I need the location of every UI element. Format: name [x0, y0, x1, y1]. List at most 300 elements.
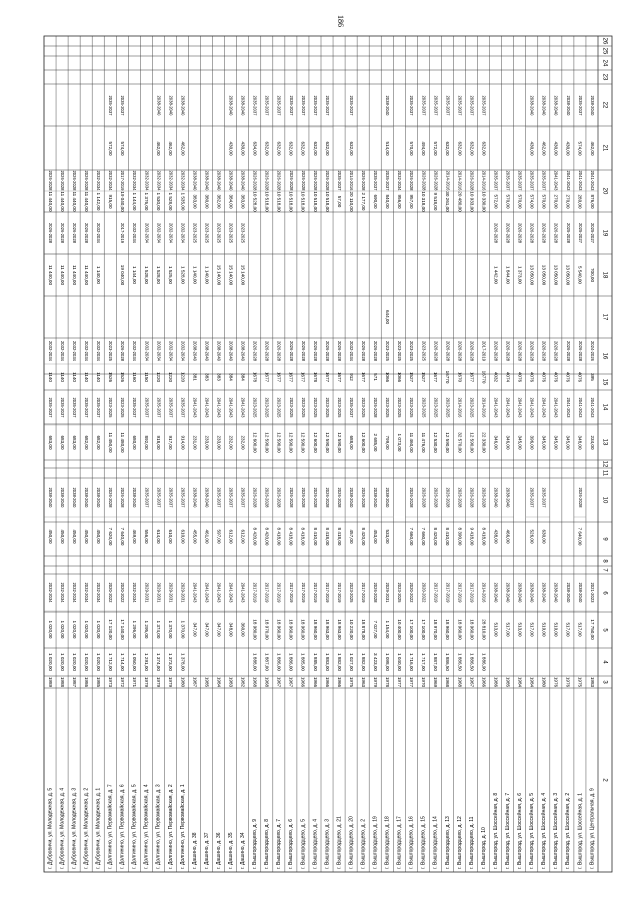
row-address: г. Вышгородцево, д. 15	[420, 816, 427, 869]
row-col21-value: 632,00	[457, 141, 463, 156]
row-col9-value: 8 418,00	[324, 527, 330, 546]
row-col9-value: 597,00	[216, 529, 222, 544]
row-col9-years: 2035-2037	[541, 487, 547, 508]
row-col21-value: 632,00	[469, 141, 475, 156]
row-col6-years: 2038-2040	[529, 582, 535, 603]
row-col6-value: 18 960,00	[445, 619, 451, 640]
row-col20-years: 2032-2034	[397, 170, 403, 191]
row-col15-years: 2038-2040	[204, 340, 210, 362]
row-col15-years: 2038-2040	[240, 340, 246, 362]
row-col6-years: 2038-2040	[505, 582, 511, 603]
row-col18-value: 19 040,00	[120, 264, 126, 286]
row-col6-value: 10 220,00	[348, 619, 354, 640]
row-col18-years: 2032-2034	[144, 222, 150, 244]
row-col20-years: 2035-2037	[505, 170, 511, 191]
row-col21-years: 2035-2037	[348, 95, 354, 116]
row-year: 1968	[264, 676, 270, 688]
row-col20-years: 2038-2040	[216, 170, 222, 191]
column-number: 6	[601, 591, 608, 595]
row-col15-years: 2026-2028	[252, 340, 258, 362]
row-col20-years: 2041-2043	[577, 170, 583, 191]
row-col18-value: 11 440,00	[47, 264, 53, 286]
row-col6-years: 2017-2019	[433, 582, 439, 603]
row-col15-years: 2032-2034	[71, 340, 77, 362]
row-col21-years: 2035-2037	[312, 95, 318, 116]
row-address: г. Вышгородцево, д. 2	[360, 818, 367, 869]
row-col6-years: 2017-2019	[288, 582, 294, 603]
row-area: 1 883,00	[324, 653, 330, 671]
row-col18-value: 13 050,00	[541, 264, 547, 286]
row-col20-value: 10 518,00	[276, 191, 282, 212]
row-col13-years: 2035-2037	[156, 397, 162, 418]
row-area: 1 882,00	[336, 653, 342, 671]
row-col6-value: 1 370,00	[180, 620, 186, 639]
row-col15-value: 4032	[493, 371, 499, 383]
row-col18-years: 2032-2034	[96, 222, 102, 244]
row-col20-years: 2032-2034	[108, 170, 114, 191]
row-col9-value: 455,00	[192, 529, 198, 544]
row-col21-value: 430,00	[529, 141, 535, 156]
column-number: 11	[601, 469, 608, 477]
row-col15-value: 1527	[409, 371, 415, 383]
row-col21-years: 2035-2037	[481, 95, 487, 116]
row-col9-years: 2026-2028	[120, 487, 126, 508]
row-col6-years: 2032-2034	[71, 582, 77, 603]
row-col15-years: 2026-2028	[541, 340, 547, 362]
row-year: 1972	[120, 676, 126, 688]
row-col13-value: 12 590,00	[336, 432, 342, 453]
row-col20-value: 915,00	[108, 194, 114, 209]
row-col9-value: 438,00	[493, 529, 499, 544]
row-address: г. Вышгород, ул. Шоссейная, д. 5	[529, 792, 536, 869]
row-address: г. Дубровичи, ул. Молодежная, д. 4	[59, 787, 66, 869]
row-col18-years: 2025-2028	[565, 222, 571, 244]
row-col15-years: 2023-2025	[397, 340, 403, 362]
row-area: 1 716,00	[409, 653, 415, 671]
row-col20-years: 2041-2043	[565, 170, 571, 191]
row-year: 1979	[156, 676, 162, 688]
row-col20-value: 876,00	[589, 194, 595, 209]
row-col13-years: 2035-2037	[144, 397, 150, 418]
row-col15-value: 4076	[577, 371, 583, 383]
row-col9-years: 2035-2037	[180, 487, 186, 508]
row-col20-years: 2014-2016	[348, 170, 354, 191]
row-col9-years: 2038-2040	[47, 487, 53, 508]
row-col9-value: 8 420,00	[252, 527, 258, 546]
row-col15-value: 1527	[421, 371, 427, 383]
row-col6-value: 7 027,00	[372, 620, 378, 639]
row-col20-value: 383,00	[240, 194, 246, 209]
row-col21-years: 2038-2040	[240, 95, 246, 116]
row-col20-value: 570,00	[541, 194, 547, 209]
row-col9-value: 8 418,00	[481, 527, 487, 546]
row-col13-years: 2023-2025	[264, 397, 270, 418]
row-area: 1 714,00	[120, 653, 126, 671]
row-col6-years: 2017-2019	[445, 582, 451, 603]
row-col20-value: 956,00	[397, 194, 403, 209]
row-col15-value: 1677	[324, 371, 330, 383]
column-number: 15	[601, 378, 608, 386]
row-col18-value: 15 140,00	[216, 264, 222, 286]
row-col9-years: 2038-2040	[96, 487, 102, 508]
row-col15-value: 1160	[132, 372, 138, 382]
row-col20-years: 2026-2028	[433, 170, 439, 191]
row-col18-value: 1 144,00	[132, 266, 138, 284]
row-col6-value: 18 970,00	[264, 619, 270, 640]
row-address: г. Дашино, д. 34	[240, 832, 247, 869]
row-col6-value: 517,00	[529, 622, 535, 637]
row-col20-value: 690,00	[372, 194, 378, 209]
column-number: 20	[601, 187, 608, 195]
row-col13-value: 11 480,00	[120, 432, 126, 453]
row-area: 1 887,00	[264, 653, 270, 671]
row-col18-value: 1 373,00	[517, 266, 523, 284]
row-address: г. Вышгородцево, д. 13	[444, 816, 451, 869]
row-col20-value: 572,00	[493, 194, 499, 209]
row-col20-value: 1 376,00	[144, 192, 150, 211]
row-col13-years: 2035-2037	[348, 397, 354, 418]
row-col20-years: 2041-2043	[589, 170, 595, 191]
column-number: 18	[601, 271, 608, 279]
row-col6-value: 17 140,00	[120, 619, 126, 640]
row-col6-years: 2038-2040	[493, 582, 499, 603]
row-address: г. Долгинино, ул. Первомайская, д. 6	[119, 784, 126, 869]
row-year: 1983	[589, 676, 595, 688]
row-col21-value: 632,00	[445, 141, 451, 156]
row-year: 1968	[445, 676, 451, 688]
row-col9-years: 2038-2040	[132, 487, 138, 508]
row-col9-years: 2038-2040	[71, 487, 77, 508]
row-col6-value: 517,00	[505, 622, 511, 637]
row-col15-value: 1140	[83, 372, 89, 382]
row-area: 1 020,00	[83, 653, 89, 671]
row-col6-years: 2032-2034	[59, 582, 65, 603]
row-col9-years: 2026-2028	[577, 487, 583, 508]
row-year: 1976	[565, 676, 571, 688]
row-col13-years: 2035-2037	[132, 397, 138, 418]
row-col9-years: 2035-2037	[144, 487, 150, 508]
row-col15-years: 2026-2028	[553, 340, 559, 362]
row-col13-value: 12 590,00	[300, 432, 306, 453]
row-col6-value: 1 370,00	[168, 620, 174, 639]
row-col18-years: 2032-2034	[168, 222, 174, 244]
row-col6-years: 2014-2016	[481, 582, 487, 603]
row-col15-value: 1670	[457, 371, 463, 383]
row-col21-years: 2038-2040	[565, 95, 571, 116]
row-col6-value: 1 020,00	[83, 620, 89, 639]
row-col13-years: 2035-2037	[59, 397, 65, 418]
row-year: 1986	[83, 676, 89, 688]
row-col21-years: 2035-2037	[433, 95, 439, 116]
row-col13-years: 2035-2037	[96, 397, 102, 418]
row-address: г. Вышгород, ул. Шоссейная, д. 4	[541, 792, 548, 869]
row-col13-years: 2041-2043	[216, 397, 222, 418]
row-col21-years: 2035-2037	[577, 95, 583, 116]
row-col15-years: 2032-2034	[168, 340, 174, 362]
row-col13-value: 396,00	[529, 435, 535, 450]
row-col18-years: 2023-2025	[204, 222, 210, 244]
row-col20-years: 2026-2028	[59, 170, 65, 191]
row-area: 3 423,00	[372, 653, 378, 671]
row-col9-years: 2026-2028	[300, 487, 306, 508]
row-col21-years: 2035-2037	[409, 95, 415, 116]
row-col13-years: 2035-2037	[71, 397, 77, 418]
row-year: 1975	[348, 676, 354, 688]
row-col6-years: 2017-2019	[361, 582, 367, 603]
row-col6-value: 348,00	[228, 622, 234, 637]
row-area: 1 717,00	[421, 653, 427, 671]
row-col9-value: 457,00	[348, 529, 354, 544]
row-col20-value: 10 518,00	[324, 191, 330, 212]
row-col13-value: 914,00	[180, 435, 186, 450]
row-col20-years: 2017-2019	[120, 170, 126, 191]
row-col15-value: 1140	[95, 372, 101, 382]
row-col20-years: 2026-2028	[361, 170, 367, 191]
row-col13-value: 1 073,00	[397, 433, 403, 452]
row-col6-years: 2020-2022	[108, 582, 114, 603]
row-col21-years: 2035-2037	[264, 95, 270, 116]
row-col15-years: 2026-2028	[529, 340, 535, 362]
row-col15-value: 4076	[529, 371, 535, 383]
row-col18-value: 1 844,00	[505, 266, 511, 284]
row-col9-years: 2035-2037	[529, 487, 535, 508]
row-col9-value: 8 410,00	[445, 527, 451, 546]
row-col20-value: 574,00	[529, 194, 535, 209]
row-col20-value: 10 318,00	[421, 191, 427, 212]
row-col18-years: 2026-2028	[71, 222, 77, 244]
row-col9-value: 453,00	[372, 529, 378, 544]
row-col20-value: 289,00	[577, 194, 583, 209]
row-col15-value: 1677	[300, 371, 306, 383]
row-col21-value: 632,00	[324, 141, 330, 156]
row-col15-years: 2038-2040	[192, 340, 198, 362]
row-col13-years: 2041-2043	[541, 397, 547, 418]
row-col9-value: 612,00	[240, 529, 246, 544]
row-col6-years: 2029-2031	[168, 582, 174, 603]
row-col9-value: 469,00	[132, 529, 138, 544]
row-col21-years: 2038-2040	[541, 95, 547, 116]
row-col13-value: 683,00	[47, 435, 53, 450]
row-col20-years: 2026-2028	[421, 170, 427, 191]
row-col13-years: 2023-2025	[421, 397, 427, 418]
row-col13-value: 345,00	[553, 435, 559, 450]
row-col21-value: 632,00	[312, 141, 318, 156]
row-col13-value: 12 600,00	[312, 432, 318, 453]
row-col15-years: 2023-2025	[108, 340, 114, 362]
row-col13-value: 688,00	[348, 435, 354, 450]
row-col18-years: 2026-2028	[84, 222, 90, 244]
row-col6-value: 519,00	[541, 622, 547, 637]
row-col9-value: 9 418,00	[469, 527, 475, 546]
row-col15-value: 1677	[264, 371, 270, 383]
row-col20-value: 957,00	[409, 194, 415, 209]
row-col20-value: 1 528,00	[168, 192, 174, 211]
row-address: г. Дубровичи, ул. Молодежная, д. 5	[47, 787, 54, 869]
row-col15-years: 2032-2034	[59, 340, 65, 362]
row-col9-years: 2026-2028	[469, 487, 475, 508]
row-col6-years: 2017-2019	[312, 582, 318, 603]
row-col6-value: 1 020,00	[71, 620, 77, 639]
table-frame	[44, 36, 612, 872]
row-col15-value: 4076	[541, 371, 547, 383]
row-col21-years: 2035-2037	[108, 95, 114, 116]
row-col9-value: 8 420,00	[360, 527, 366, 546]
row-area: 1 888,00	[252, 653, 258, 671]
row-col9-years: 2026-2028	[433, 487, 439, 508]
row-col13-value: 682,00	[83, 435, 89, 450]
row-col9-value: 7 660,00	[421, 527, 427, 546]
row-col15-value: 1140	[47, 372, 53, 382]
row-col9-years: 2035-2037	[228, 487, 234, 508]
row-area: 1 886,00	[288, 653, 294, 671]
row-address: г. Вышгородцево, д. 11	[468, 816, 475, 869]
row-col6-value: 18 960,00	[312, 619, 318, 640]
row-col20-value: 20 480,00	[457, 191, 463, 212]
row-col20-value: 1 530,00	[156, 192, 162, 211]
row-year: 1969	[433, 676, 439, 688]
column-number: 26	[601, 37, 608, 45]
row-address: г. Вышгород, ул. Центральная, д. 9	[589, 788, 596, 869]
row-col15-value: 383	[204, 373, 210, 381]
row-col15-years: 2032-2034	[180, 340, 186, 362]
row-col6-value: 18 960,00	[288, 619, 294, 640]
row-col6-value: 18 878,00	[360, 619, 366, 640]
row-col21-value: 514,00	[385, 141, 391, 156]
row-col20-value: 10 330,00	[481, 191, 487, 212]
row-col13-years: 2023-2025	[324, 397, 330, 418]
row-col13-years: 2041-2043	[493, 397, 499, 418]
row-col18-years: 2026-2028	[505, 222, 511, 244]
row-col15-value: 1677	[433, 371, 439, 383]
row-col20-value: 57,00	[336, 195, 342, 208]
row-col21-value: 632,00	[276, 141, 282, 156]
row-col6-years: 2023-2025	[348, 582, 354, 603]
row-area: 1 020,00	[47, 653, 53, 671]
row-col15-years: 2032-2034	[84, 340, 90, 362]
row-col15-years: 2026-2028	[577, 340, 583, 362]
row-col9-years: 2026-2028	[288, 487, 294, 508]
row-address: г. Дашино, д. 38	[191, 832, 198, 869]
row-col13-years: 2023-2025	[469, 397, 475, 418]
row-year: 1985	[505, 676, 511, 688]
row-col18-value: 13 050,00	[565, 264, 571, 286]
row-col6-value: 360,00	[240, 622, 246, 637]
row-address: г. Дубровичи, ул. Молодежная, д. 1	[95, 787, 102, 869]
row-col13-years: 2041-2043	[589, 397, 595, 418]
row-col15-value: 16770	[445, 370, 451, 384]
row-col18-value: 700,00	[589, 267, 595, 283]
row-col13-years: 2023-2025	[288, 397, 294, 418]
row-col20-value: 19 040,00	[120, 191, 126, 212]
row-col13-value: 22 330,00	[481, 432, 487, 453]
row-col15-years: 2026-2028	[264, 340, 270, 362]
row-year: 1976	[553, 676, 559, 688]
row-col6-years: 2017-2019	[457, 582, 463, 603]
row-col15-years: 2026-2028	[517, 340, 523, 362]
row-col6-value: 1 020,00	[95, 620, 101, 639]
row-col15-value: 1066	[385, 371, 391, 383]
column-number: 19	[601, 229, 608, 237]
row-col18-years: 2026-2028	[517, 222, 523, 244]
row-col13-years: 2023-2025	[433, 397, 439, 418]
row-area: 1 886,90	[481, 653, 487, 671]
row-col9-value: 8 418,00	[300, 527, 306, 546]
row-col20-years: 2035-2037	[517, 170, 523, 191]
row-address: г. Долгинино, ул. Первомайская, д. 2	[167, 784, 174, 869]
row-col20-value: 2 177,00	[360, 192, 366, 211]
row-col9-value: 556,00	[144, 529, 150, 544]
row-col21-years: 2038-2040	[529, 95, 535, 116]
row-col13-value: 11 450,00	[108, 432, 114, 453]
row-col18-value: 1 140,00	[95, 266, 101, 284]
row-col13-years: 2035-2037	[84, 397, 90, 418]
row-col20-years: 2026-2028	[264, 170, 270, 191]
row-col21-years: 2035-2037	[445, 95, 451, 116]
row-col21-value: 462,00	[589, 141, 595, 156]
row-col6-value: 18 963,00	[336, 619, 342, 640]
row-col15-value: 1150	[144, 372, 150, 382]
row-col21-years: 2038-2040	[553, 95, 559, 116]
row-col9-years: 2035-2037	[216, 487, 222, 508]
row-address: г. Вышгородцево, д. 20	[348, 816, 355, 869]
row-col18-years: 2023-2025	[228, 222, 234, 244]
row-col15-value: 395	[589, 373, 595, 381]
row-col15-value: 4076	[565, 371, 571, 383]
row-col6-value: 513,00	[493, 622, 499, 637]
row-col9-value: 614,00	[156, 529, 162, 544]
row-col13-value: 232,00	[240, 435, 246, 450]
row-col21-years: 2035-2037	[469, 95, 475, 116]
row-col15-years: 2026-2028	[469, 340, 475, 362]
row-col6-value: 18 963,00	[324, 619, 330, 640]
row-col15-years: 2032-2034	[156, 340, 162, 362]
row-col9-years: 2026-2028	[108, 487, 114, 508]
row-col6-value: 347,00	[216, 622, 222, 637]
row-col20-years: 2026-2028	[276, 170, 282, 191]
row-col15-years: 2032-2034	[348, 340, 354, 362]
row-col18-value: 11 440,00	[83, 264, 89, 286]
row-col13-value: 799,00	[385, 435, 391, 450]
row-col18-years: 2023-2025	[192, 222, 198, 244]
row-col15-value: 912	[348, 373, 354, 381]
row-col6-years: 2020-2022	[120, 582, 126, 603]
row-col13-years: 2023-2025	[300, 397, 306, 418]
row-col13-years: 2023-2025	[108, 397, 114, 418]
row-col6-years: 2038-2040	[517, 582, 523, 603]
row-col9-value: 8 420,00	[264, 527, 270, 546]
row-col13-years: 2035-2037	[47, 397, 53, 418]
row-col13-years: 2041-2043	[565, 397, 571, 418]
row-year: 1967	[469, 676, 475, 688]
row-col6-years: 2029-2031	[180, 582, 186, 603]
row-col9-years: 2026-2028	[312, 487, 318, 508]
row-col20-value: 383,00	[192, 194, 198, 209]
row-col15-years: 2032-2034	[47, 340, 53, 362]
row-col6-years: 2038-2040	[565, 582, 571, 603]
row-col20-years: 2026-2028	[71, 170, 77, 191]
row-col15-value: 1677	[360, 371, 366, 383]
row-area: 1 040,00	[397, 653, 403, 671]
row-address: г. Вышгород, д. 10	[480, 827, 487, 869]
row-address: г. Дашино, д. 36	[215, 832, 222, 869]
row-col15-years: 2026-2028	[565, 340, 571, 362]
row-year: 1984	[517, 676, 523, 688]
row-col6-years: 2038-2040	[577, 582, 583, 603]
row-col15-value: 571	[372, 373, 378, 381]
row-year: 1989	[47, 676, 53, 688]
row-col18-value: 11 440,00	[71, 264, 77, 286]
row-address: г. Вышгородцево, д. 5	[300, 818, 307, 869]
